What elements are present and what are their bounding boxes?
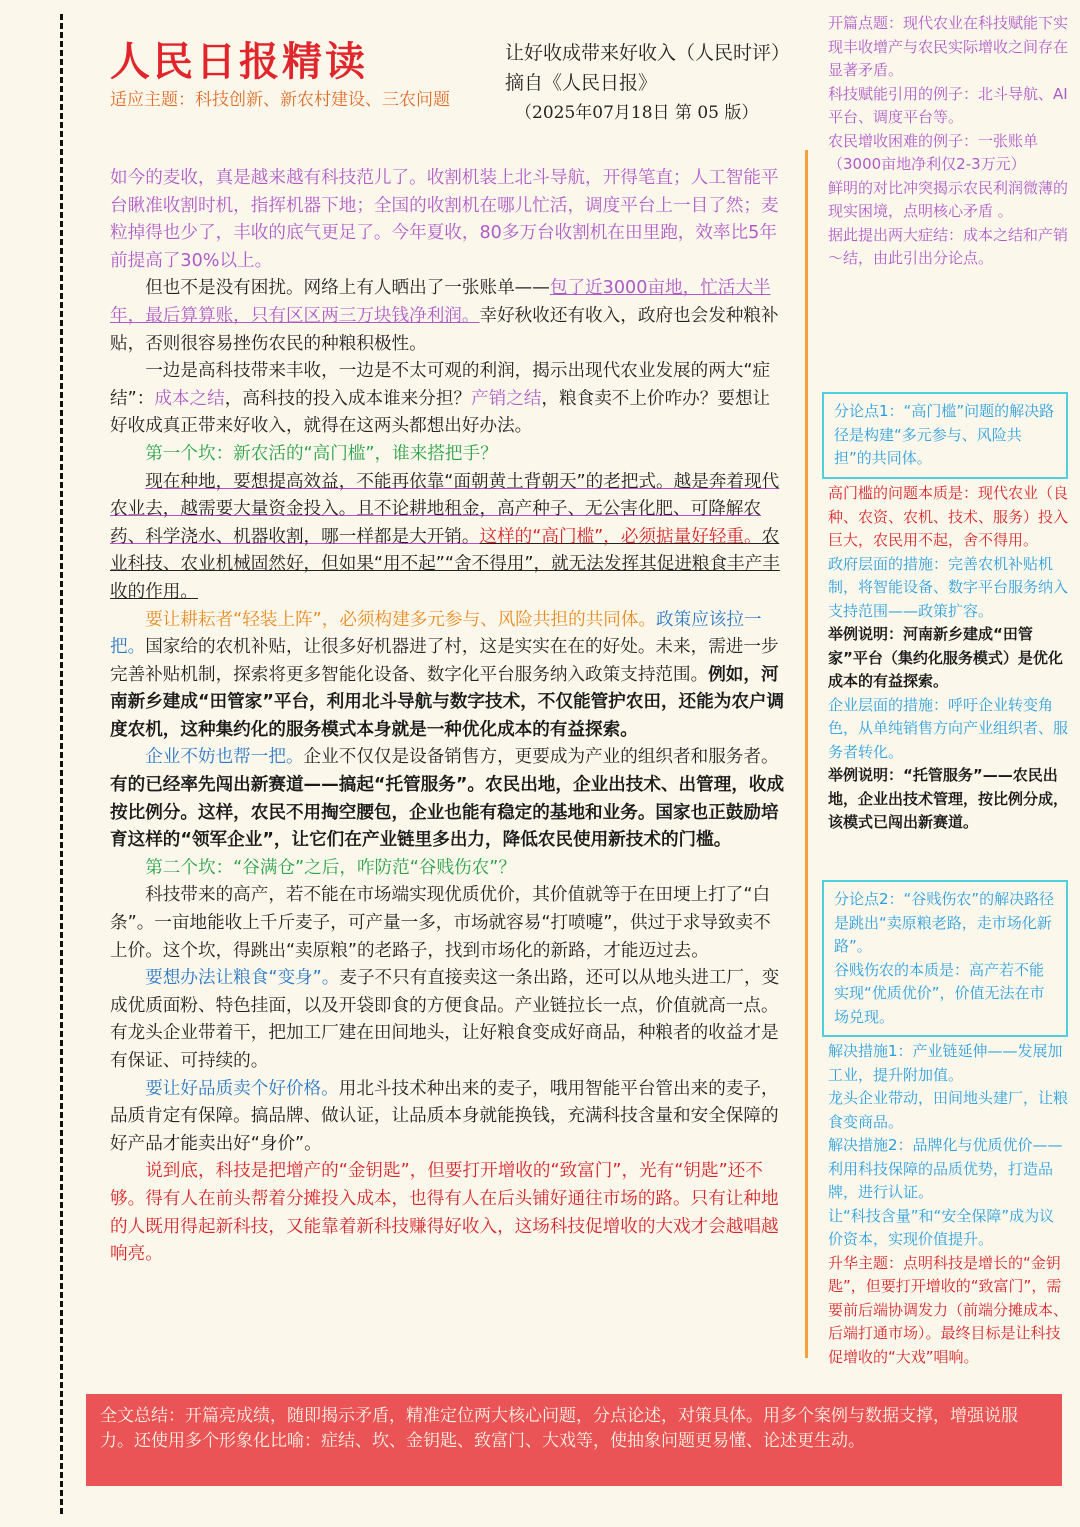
article-title: 让好收成带来好收入（人民时评） (505, 42, 791, 64)
paragraph-8: 要想办法让粮食“变身”。麦子不只有直接卖这一条出路，还可以从地头进工厂，变成优质面粉、特色挂面，以及开袋即食的方便食品。产业链拉长一点，价值就高一点。有龙头企业带着干，把加工厂建在田间地头，让好粮食变成好商品，种粮者的收益才是有保证、可持续的。 (110, 968, 780, 1071)
article-body (110, 165, 785, 1269)
paragraph-5: 要让耕耘者“轻装上阵”，必须构建多元参与、风险共担的共同体。政策应该拉一把。国家给的农机补贴，让很多好机器进了村，这是实实在在的好处。未来，需进一步完善补贴机制，探索将更多智能化设备、数字化平台服务纳入政策支持范围。例如，河南新乡建成“田管家”平台，利用北斗导航与数字技术，不仅能管护农田，还能为农户调度农机，这种集约化的服务模式本身就是一种优化成本的有益探索。 (110, 609, 785, 740)
paragraph-1: 如今的麦收，真是越来越有科技范儿了。收割机装上北斗导航，开得笔直；人工智能平台瞅准收割时机，指挥机器下地；全国的收割机在哪儿忙活，调度平台上一目了然；麦粒掉得也少了，丰收的底气更足了。今年夏收，80多万台收割机在田里跑，效率比5年前提高了30%以上。 (110, 168, 779, 271)
argument-box-1: 分论点1：“高门槛”问题的解决路径是构建“多元参与、风险共担”的共同体。 (822, 392, 1068, 479)
argument-box-2: 分论点2：“谷贱伤农”的解决路径是跳出“卖原粮老路，走市场化新路”。 谷贱伤农的本质是：高产若不能实现“优质优价”，价值无法在市场兑现。 (822, 880, 1068, 1037)
left-dashed-border (60, 14, 63, 1514)
source-label: 摘自《人民日报》 (505, 72, 658, 94)
page-title: 人民日报精读 (110, 38, 368, 85)
paragraph-6: 企业不妨也帮一把。企业不仅仅是设备销售方，更要成为产业的组织者和服务者。有的已经率先闯出新赛道——搞起“托管服务”。农民出地，企业出技术、出管理，收成按比例分。这样，农民不用掏空腰包，企业也能有稳定的基地和业务。国家也正鼓励培育这样的“领军企业”，让它们在产业链里多出力，降低农民使用新技术的门槛。 (110, 747, 785, 851)
note-argument-1: 高门槛的问题本质是：现代农业（良种、农资、农机、技术、服务）投入巨大，农民用不起，舍不得用。 政府层面的措施：完善农机补贴机制，将智能设备、数字平台服务纳入支持范围——政策扩容。 举例说明：河南新乡建成“田管家”平台（集约化服务模式）是优化成本的有益探索。 企业层面的措施：呼吁企业转变角色，从单纯销售方向产业组织者、服务者转化。 举例说明：“托管服务”——农民出地，企业出技术管理，按比例分成，该模式已闯出新赛道。 (828, 484, 1069, 831)
notes-divider (805, 150, 808, 1358)
paragraph-2: 但也不是没有困扰。网络上有人晒出了一张账单——包了近3000亩地，忙活大半年，最后算算账，只有区区两三万块钱净利润。幸好秋收还有收入，政府也会发种粮补贴，否则很容易挫伤农民的种粮积极性。 (110, 278, 779, 354)
note-argument-2: 解决措施1：产业链延伸——发展加工业，提升附加值。 龙头企业带动，田间地头建厂，让粮食变商品。 解决措施2：品牌化与优质优价——利用科技保障的品质优势，打造品牌，进行认证。 让“科技含量”和“安全保障”成为议价资本，实现价值提升。 升华主题：点明科技是增长的“金钥匙”，但要打开增收的“致富门”，需要前后端协调发力（前端分摊成本、后端打通市场）。最终目标是让科技促增收的“大戏”唱响。 (828, 1042, 1069, 1366)
paragraph-10: 说到底，科技是把增产的“金钥匙”，但要打开增收的“致富门”，光有“钥匙”还不够。得有人在前头帮着分摊投入成本，也得有人在后头铺好通往市场的路。只有让种地的人既用得起新科技，又能靠着新科技赚得好收入，这场科技促增收的大戏才会越唱越响亮。 (110, 1161, 779, 1265)
publish-date: （2025年07月18日 第 05 版） (515, 103, 759, 123)
note-intro: 开篇点题：现代农业在科技赋能下实现丰收增产与农民实际增收之间存在显著矛盾。 科技赋能引用的例子：北斗导航、AI平台、调度平台等。 农民增收困难的例子：一张账单（3000亩地净利仅2-3万元） 鲜明的对比冲突揭示农民利润微薄的现实困境，点明核心矛盾 。 据此提出两大症结：成本之结和产销～结，由此引出分论点。 (828, 14, 1069, 267)
paragraph-4: 现在种地，要想提高效益，不能再依靠“面朝黄土背朝天”的老把式。越是奔着现代农业去，越需要大量资金投入。且不论耕地租金，高产种子、无公害化肥、可降解农药、科学浇水、机器收割，哪一样都是大开销。这样的“高门槛”，必须掂量好轻重。农业科技、农业机械固然好，但如果“用不起”“舍不得用”，就无法发挥其促进粮食丰产丰收的作用。 (110, 471, 780, 602)
bill-highlight: 包了近3000亩地，忙活大半年，最后算算账，只有区区两三万块钱净利润。 (110, 278, 771, 326)
heading-2: 第二个坎：“谷满仓”之后，咋防范“谷贱伤农”？ (145, 857, 516, 878)
heading-1: 第一个坎：新农活的“高门槛”，谁来搭把手？ (145, 443, 498, 464)
paragraph-3: 一边是高科技带来丰收，一边是不太可观的利润，揭示出现代农业发展的两大“症结”：成本之结，高科技的投入成本谁来分担？产销之结，粮食卖不上价咋办？要想让好收成真正带来好收入，就得在这两头都想出好办法。 (110, 361, 771, 437)
article-source (505, 38, 825, 128)
paragraph-7: 科技带来的高产，若不能在市场端实现优质优价，其价值就等于在田埂上打了“白条”。一亩地能收上千斤麦子，可产量一多，市场就容易“打喷嚏”，供过于求导致卖不上价。这个坎，得跳出“卖原粮”的老路子，找到市场化的新路，才能迈过去。 (110, 885, 771, 961)
summary-box: 全文总结：开篇亮成绩，随即揭示矛盾，精准定位两大核心问题，分点论述，对策具体。用多个案例与数据支撑，增强说服力。还使用多个形象化比喻：症结、坎、金钥匙、致富门、大戏等，使抽象问题更易懂、论述更生动。 (86, 1394, 1062, 1486)
theme-text: 适应主题：科技创新、新农村建设、三农问题 (110, 90, 450, 110)
paragraph-9: 要让好品质卖个好价格。用北斗技术种出来的麦子，哦用智能平台管出来的麦子，品质肯定有保障。搞品牌、做认证，让品质本身就能换钱，充满科技含量和安全保障的好产品才能卖出好“身价”。 (110, 1078, 779, 1154)
